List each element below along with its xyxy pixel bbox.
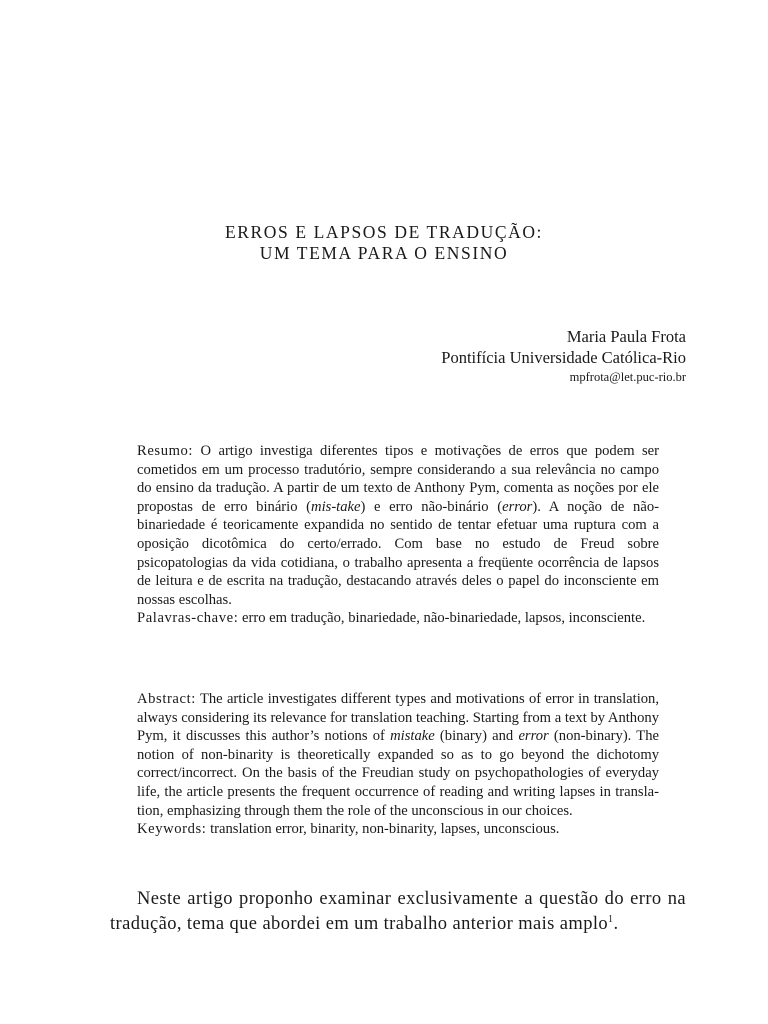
resumo-keywords-label: Palavras-chave:	[137, 610, 239, 627]
resumo-text-1: O artigo investiga diferentes tipos e motivações de erros que podem ser cometidos em um processo tradutório, sempre considerando a sua relevância no campo do ensino da tradução. A partir de um texto de Anthony Pym, comenta as noções por ele propostas de erro binário (	[137, 443, 659, 515]
abstract-text-3: (non-binary). The notion of non-binarity is theoretically expanded so as to go beyond the dichotomy correct/incorrect. On the basis of the Freudian study on psychopathologies of everyday life, the article presents the frequent occurrence of reading and writing lapses in transla-tion, emphasizing through them the role of the unconscious in our choices.	[137, 728, 659, 819]
body-paragraph-end: .	[613, 914, 619, 934]
resumo-text-2: ) e erro não-binário (	[360, 498, 503, 515]
abstract-text-2: (binary) and	[434, 728, 519, 745]
title-line-2: UM TEMA PARA O ENSINO	[259, 243, 509, 263]
footnote-ref[interactable]: 1	[608, 913, 614, 925]
resumo-text-3: ). A noção de não-binariedade é teoricamente expandida no sentido de tentar efetuar uma ruptura com a oposição dicotômica do certo/errado. Com base no estudo de Freud sobre psicopatologias da vida cotidiana, o trabalho apresenta a freqüente ocorrência de lapsos de leitura e de escrita na tradução, destacando através deles o papel do inconsciente em nossas escolhas.	[137, 498, 659, 608]
resumo-label: Resumo:	[137, 443, 194, 459]
author-affiliation: Pontifícia Universidade Católica-Rio	[441, 348, 686, 367]
abstract-block	[137, 690, 659, 839]
resumo-error-term: error	[502, 498, 533, 515]
body-paragraph	[110, 887, 686, 937]
author-block	[441, 326, 686, 387]
abstract-label: Abstract:	[137, 691, 196, 707]
abstract-paragraph	[137, 690, 659, 820]
resumo-paragraph	[137, 442, 659, 609]
body-text	[110, 887, 686, 937]
abstract-mistake-term: mistake	[390, 728, 435, 745]
author-email: mpfrota@let.puc-rio.br	[569, 370, 686, 384]
resumo-keywords-text: erro em tradução, binariedade, não-binariedade, lapsos, inconsciente.	[238, 610, 646, 627]
resumo-block	[137, 442, 659, 628]
body-paragraph-text: Neste artigo proponho examinar exclusivamente a questão do erro na tradução, tema que abordei em um trabalho anterior mais amplo	[110, 889, 686, 934]
title-line-1: ERROS E LAPSOS DE TRADUÇÃO:	[224, 222, 544, 242]
resumo-keywords	[137, 609, 659, 628]
abstract-text-1: The article investigates different types and motivations of error in translation, always considering its relevance for translation teaching. Starting from a text by Anthony Pym, it discusses this author’s notions of	[137, 691, 659, 745]
abstract-error-term: error	[518, 728, 549, 745]
abstract-keywords-label: Keywords:	[137, 821, 207, 838]
abstract-keywords	[137, 820, 659, 839]
author-name: Maria Paula Frota	[566, 327, 686, 346]
article-title	[0, 222, 768, 264]
resumo-mistake-term: mis-take	[311, 498, 361, 515]
abstract-keywords-text: translation error, binarity, non-binarity, lapses, unconscious.	[206, 821, 560, 838]
